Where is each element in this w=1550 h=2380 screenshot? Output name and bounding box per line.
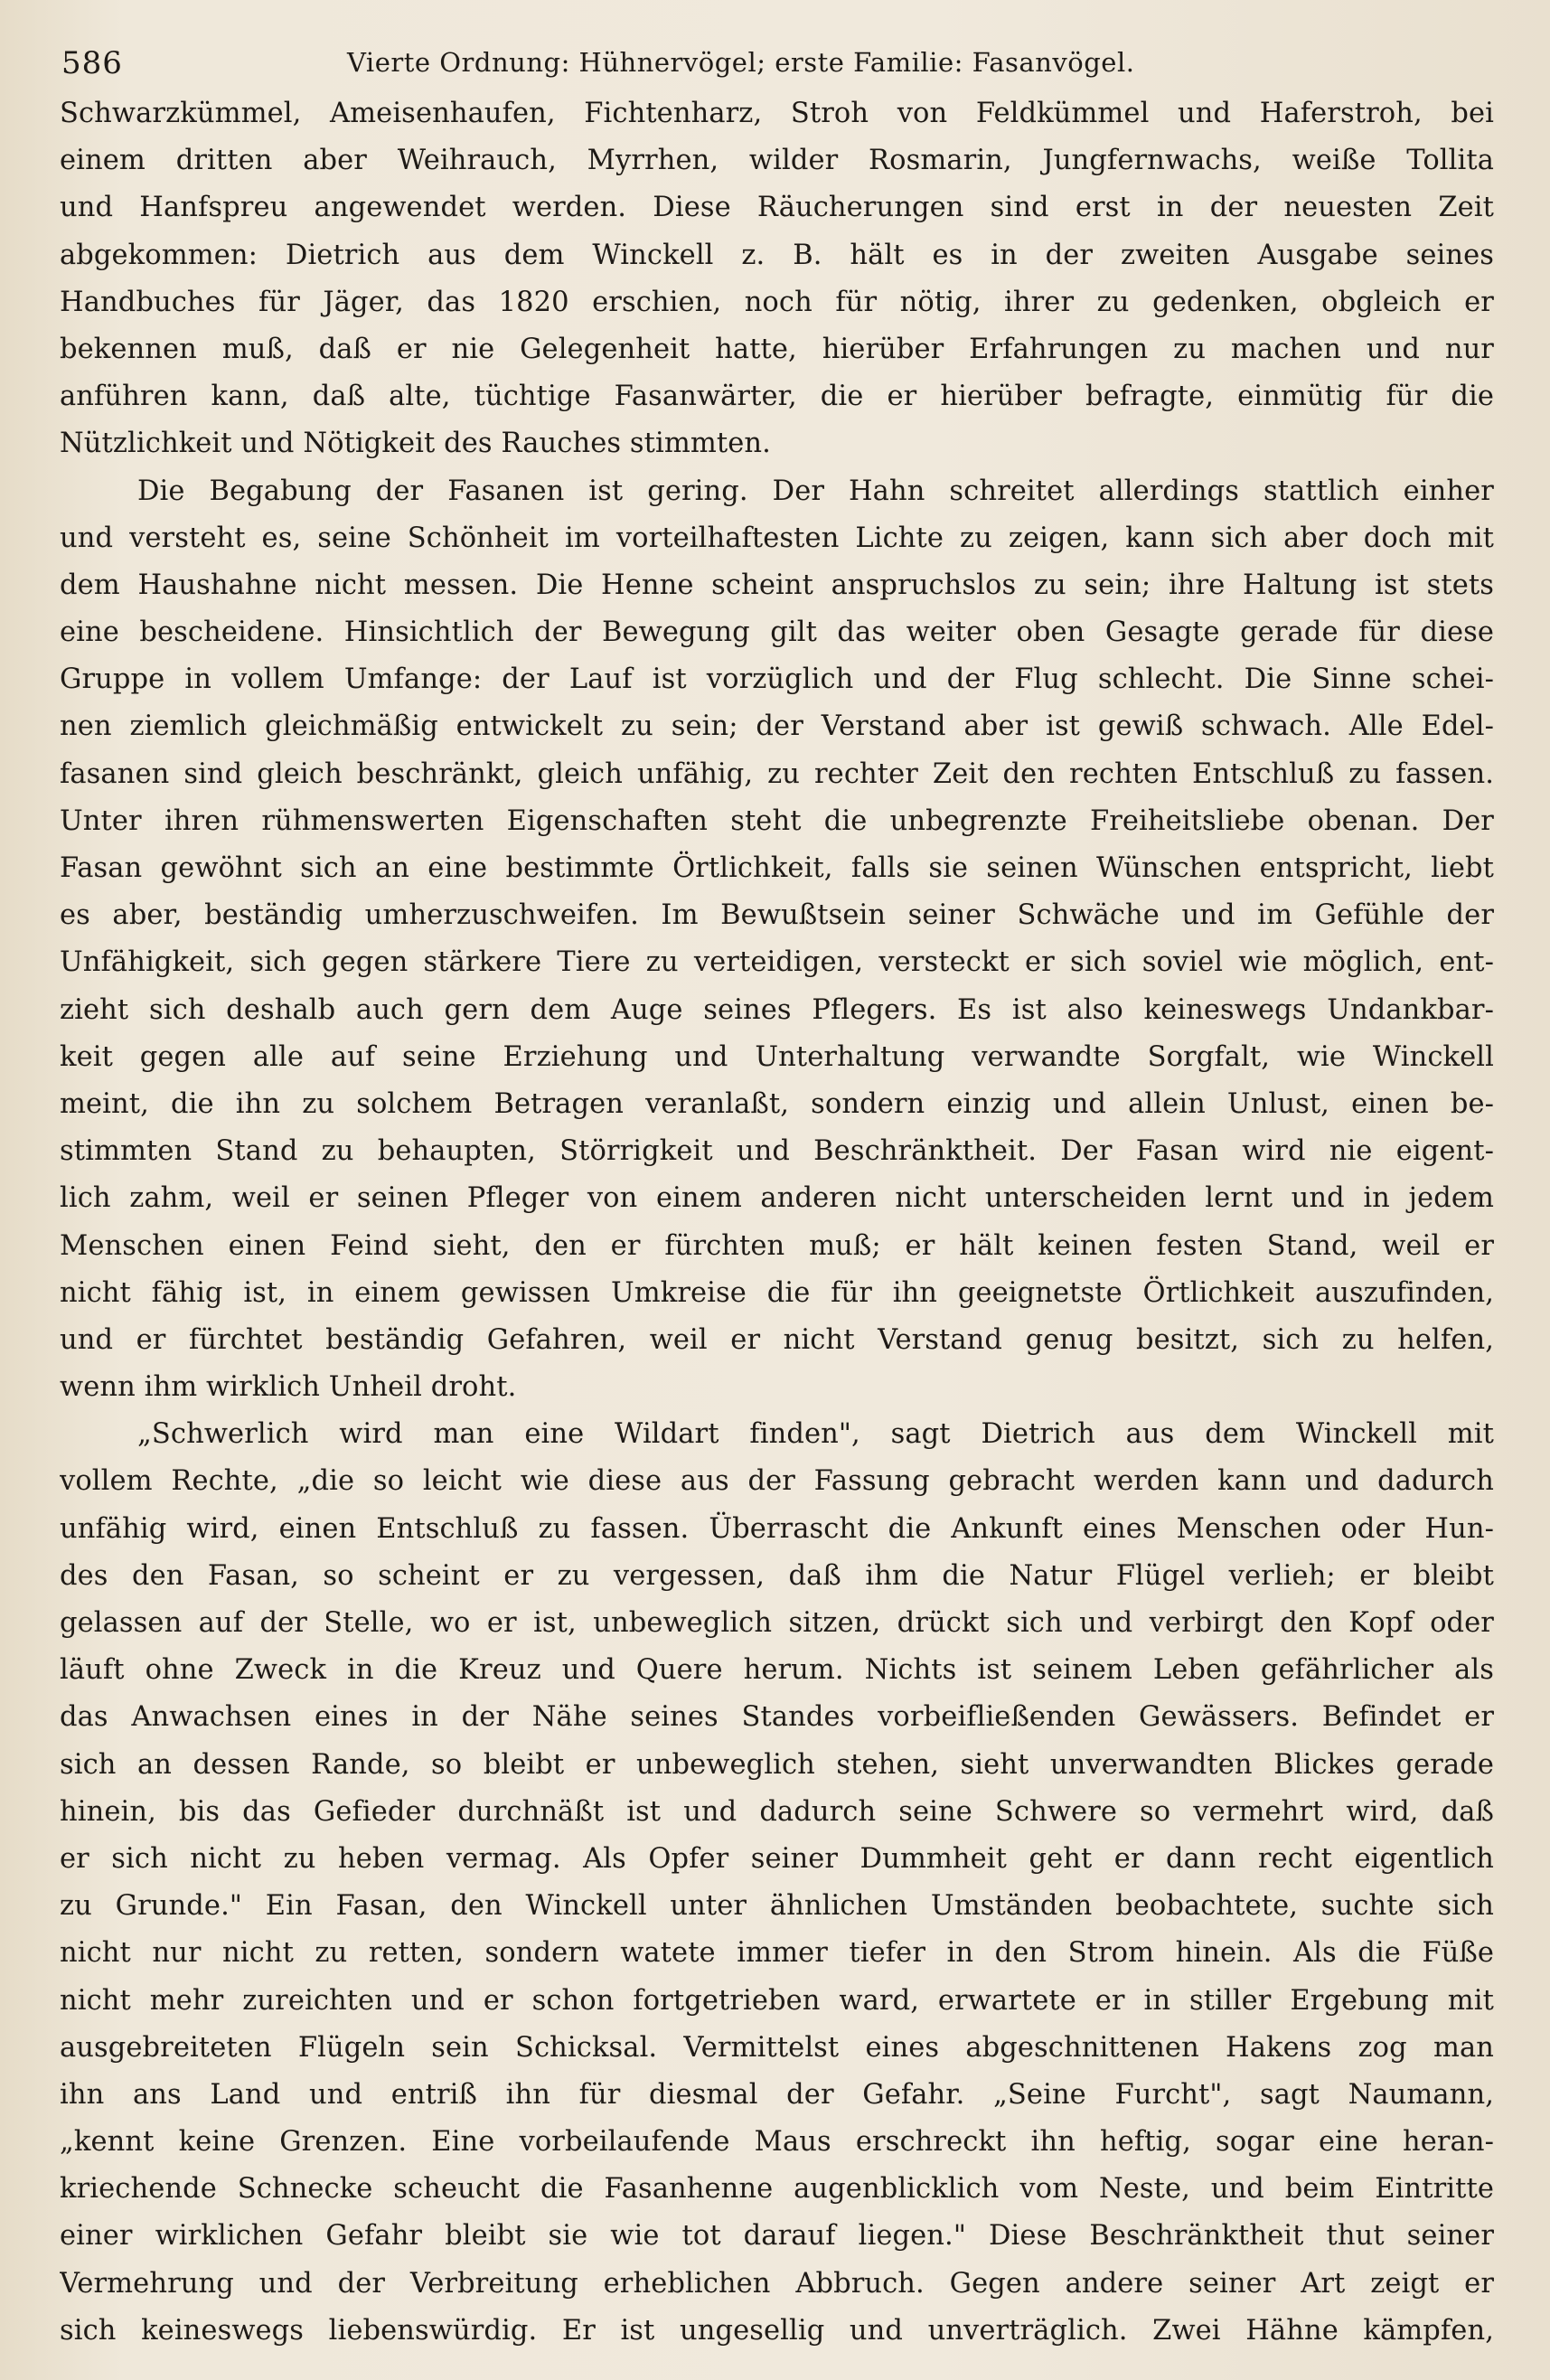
text-line: fasanen sind gleich beschränkt, gleich unfähig, zu rechter Zeit den rechten Entschluß zu fassen. (60, 757, 1494, 790)
text-line: abgekommen: Dietrich aus dem Winckell z. B. hält es in der zweiten Ausgabe seines (60, 239, 1494, 271)
text-line: stimmten Stand zu behaupten, Störrigkeit und Beschränktheit. Der Fasan wird nie eigent- (60, 1135, 1494, 1168)
text-line: sich an dessen Rande, so bleibt er unbeweglich stehen, sieht unverwandten Blickes gerade (60, 1748, 1494, 1781)
text-line: Unter ihren rühmenswerten Eigenschaften steht die unbegrenzte Freiheitsliebe obenan. Der (60, 804, 1494, 837)
text-line: sich keineswegs liebenswürdig. Er ist ungesellig und unverträglich. Zwei Hähne kämpfen, (60, 2314, 1494, 2347)
text-line: ihn ans Land und entriß ihn für diesmal der Gefahr. „Seine Furcht", sagt Naumann, (60, 2078, 1494, 2111)
text-line: dem Haushahne nicht messen. Die Henne scheint anspruchslos zu sein; ihre Haltung ist stets (60, 569, 1494, 601)
text-line: Fasan gewöhnt sich an eine bestimmte Örtlichkeit, falls sie seinen Wünschen entspricht, liebt (60, 852, 1494, 884)
text-line: unfähig wird, einen Entschluß zu fassen. Überrascht die Ankunft eines Menschen oder Hun- (60, 1512, 1494, 1545)
text-line: Handbuches für Jäger, das 1820 erschien, noch für nötig, ihrer zu gedenken, obgleich er (60, 286, 1494, 318)
running-title: Vierte Ordnung: Hühnervögel; erste Familie: Fasanvögel. (347, 47, 1135, 78)
text-line: Die Begabung der Fasanen ist gering. Der Hahn schreitet allerdings stattlich einher (137, 475, 1494, 507)
text-line: des den Fasan, so scheint er zu vergessen, daß ihm die Natur Flügel verlieh; er bleibt (60, 1559, 1494, 1592)
text-line: Menschen einen Feind sieht, den er fürchten muß; er hält keinen festen Stand, weil er (60, 1229, 1494, 1262)
text-line: und Hanfspreu angewendet werden. Diese Räucherungen sind erst in der neuesten Zeit (60, 192, 1494, 224)
text-line: einer wirklichen Gefahr bleibt sie wie tot darauf liegen." Diese Beschränktheit thut seiner (60, 2220, 1494, 2253)
text-line: gelassen auf der Stelle, wo er ist, unbeweglich sitzen, drückt sich und verbirgt den Kopf oder (60, 1607, 1494, 1639)
text-line: Gruppe in vollem Umfange: der Lauf ist vorzüglich und der Flug schlecht. Die Sinne schei- (60, 663, 1494, 696)
page-number: 586 (61, 45, 123, 81)
text-line: es aber, beständig umherzuschweifen. Im Bewußtsein seiner Schwäche und im Gefühle der (60, 899, 1494, 932)
text-line: bekennen muß, daß er nie Gelegenheit hatte, hierüber Erfahrungen zu machen und nur (60, 333, 1494, 365)
text-line: und er fürchtet beständig Gefahren, weil er nicht Verstand genug besitzt, sich zu helfen, (60, 1323, 1494, 1356)
text-line: lich zahm, weil er seinen Pfleger von einem anderen nicht unterscheiden lernt und in jedem (60, 1182, 1494, 1215)
text-line: nicht fähig ist, in einem gewissen Umkreise die für ihn geeignetste Örtlichkeit auszufinden, (60, 1276, 1494, 1309)
text-line: wenn ihm wirklich Unheil droht. (60, 1371, 517, 1404)
text-line: „Schwerlich wird man eine Wildart finden", sagt Dietrich aus dem Winckell mit (137, 1418, 1494, 1451)
text-line: und versteht es, seine Schönheit im vorteilhaftesten Lichte zu zeigen, kann sich aber doch mit (60, 522, 1494, 554)
text-line: nicht mehr zureichten und er schon fortgetrieben ward, erwartete er in stiller Ergebung mit (60, 1984, 1494, 2017)
text-line: läuft ohne Zweck in die Kreuz und Quere herum. Nichts ist seinem Leben gefährlicher als (60, 1654, 1494, 1687)
text-line: nen ziemlich gleichmäßig entwickelt zu sein; der Verstand aber ist gewiß schwach. Alle Edel- (60, 710, 1494, 743)
text-line: vollem Rechte, „die so leicht wie diese aus der Fassung gebracht werden kann und dadurch (60, 1465, 1494, 1498)
text-line: Unfähigkeit, sich gegen stärkere Tiere zu verteidigen, versteckt er sich soviel wie möglich, ent- (60, 946, 1494, 979)
body-text (60, 90, 1494, 2355)
text-line: nicht nur nicht zu retten, sondern watete immer tiefer in den Strom hinein. Als die Füße (60, 1937, 1494, 1970)
text-line: eine bescheidene. Hinsichtlich der Bewegung gilt das weiter oben Gesagte gerade für diese (60, 616, 1494, 649)
text-line: er sich nicht zu heben vermag. Als Opfer seiner Dummheit geht er dann recht eigentlich (60, 1842, 1494, 1875)
text-line: das Anwachsen eines in der Nähe seines Standes vorbeifließenden Gewässers. Befindet er (60, 1701, 1494, 1734)
text-line: hinein, bis das Gefieder durchnäßt ist und dadurch seine Schwere so vermehrt wird, daß (60, 1795, 1494, 1828)
text-line: Vermehrung und der Verbreitung erheblichen Abbruch. Gegen andere seiner Art zeigt er (60, 2267, 1494, 2300)
text-line: anführen kann, daß alte, tüchtige Fasanwärter, die er hierüber befragte, einmütig für die (60, 381, 1494, 413)
text-line: ausgebreiteten Flügeln sein Schicksal. Vermittelst eines abgeschnittenen Hakens zog man (60, 2031, 1494, 2064)
text-line: Nützlichkeit und Nötigkeit des Rauches stimmten. (60, 428, 771, 460)
text-line: zu Grunde." Ein Fasan, den Winckell unter ähnlichen Umständen beobachtete, suchte sich (60, 1890, 1494, 1923)
text-line: „kennt keine Grenzen. Eine vorbeilaufende Maus erschreckt ihn heftig, sogar eine heran- (60, 2126, 1494, 2159)
text-line: Schwarzkümmel, Ameisenhaufen, Fichtenharz, Stroh von Feldkümmel und Haferstroh, bei (60, 98, 1494, 129)
text-line: zieht sich deshalb auch gern dem Auge seines Pflegers. Es ist also keineswegs Undankbar- (60, 993, 1494, 1026)
text-line: kriechende Schnecke scheucht die Fasanhenne augenblicklich vom Neste, und beim Eintritte (60, 2173, 1494, 2206)
text-line: meint, die ihn zu solchem Betragen veranlaßt, sondern einzig und allein Unlust, einen be- (60, 1087, 1494, 1120)
text-line: keit gegen alle auf seine Erziehung und Unterhaltung verwandte Sorgfalt, wie Winckell (60, 1040, 1494, 1073)
text-line: einem dritten aber Weihrauch, Myrrhen, wilder Rosmarin, Jungfernwachs, weiße Tollita (60, 145, 1494, 177)
running-head (60, 33, 1494, 90)
